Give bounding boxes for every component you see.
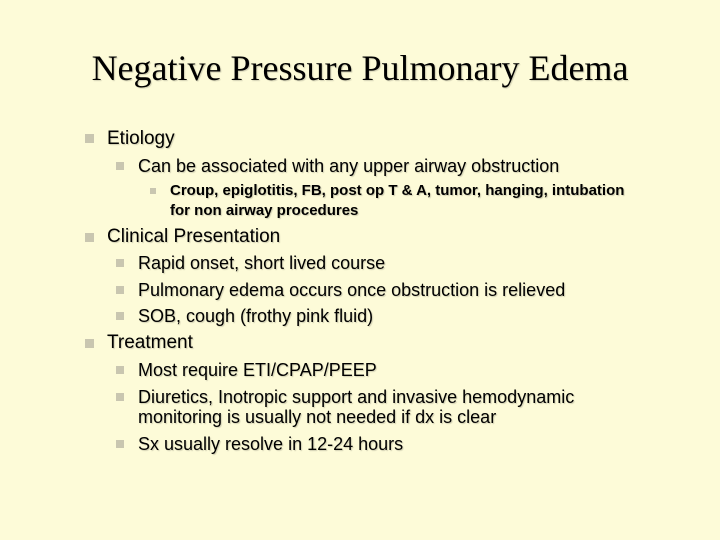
- bullet-clinical-presentation: Clinical Presentation: [107, 226, 281, 247]
- sub-bullet-clinical-2: Pulmonary edema occurs once obstruction is relieved: [138, 280, 566, 300]
- sub-bullet-clinical-3: SOB, cough (frothy pink fluid): [138, 306, 374, 326]
- square-bullet-icon: [85, 339, 94, 348]
- sub-bullet-clinical-1: Rapid onset, short lived course: [138, 253, 386, 273]
- slide-title: Negative Pressure Pulmonary Edema: [91, 48, 629, 88]
- square-bullet-icon: [116, 286, 124, 294]
- square-bullet-icon: [116, 259, 124, 267]
- sub-bullet-treatment-2: Diuretics, Inotropic support and invasive hemodynamic: [138, 387, 575, 407]
- square-bullet-icon: [85, 233, 94, 242]
- sub-bullet-treatment-1: Most require ETI/CPAP/PEEP: [138, 360, 377, 380]
- subsub-bullet-etiology-1: Croup, epiglotitis, FB, post op T & A, tumor, hanging, intubation: [170, 182, 625, 199]
- square-bullet-icon: [116, 366, 124, 374]
- sub-bullet-treatment-3: Sx usually resolve in 12-24 hours: [138, 434, 404, 454]
- square-bullet-icon: [116, 440, 124, 448]
- square-bullet-icon: [116, 393, 124, 401]
- bullet-treatment: Treatment: [107, 332, 193, 353]
- sub-bullet-etiology-1: Can be associated with any upper airway obstruction: [138, 156, 560, 176]
- square-bullet-icon: [85, 134, 94, 143]
- sub-bullet-treatment-2-cont: monitoring is usually not needed if dx is clear: [138, 407, 497, 427]
- subsub-bullet-etiology-1-cont: for non airway procedures: [170, 202, 359, 219]
- bullet-etiology: Etiology: [107, 128, 175, 149]
- square-bullet-icon: [116, 312, 124, 320]
- square-bullet-icon: [116, 162, 124, 170]
- square-bullet-icon: [150, 188, 156, 194]
